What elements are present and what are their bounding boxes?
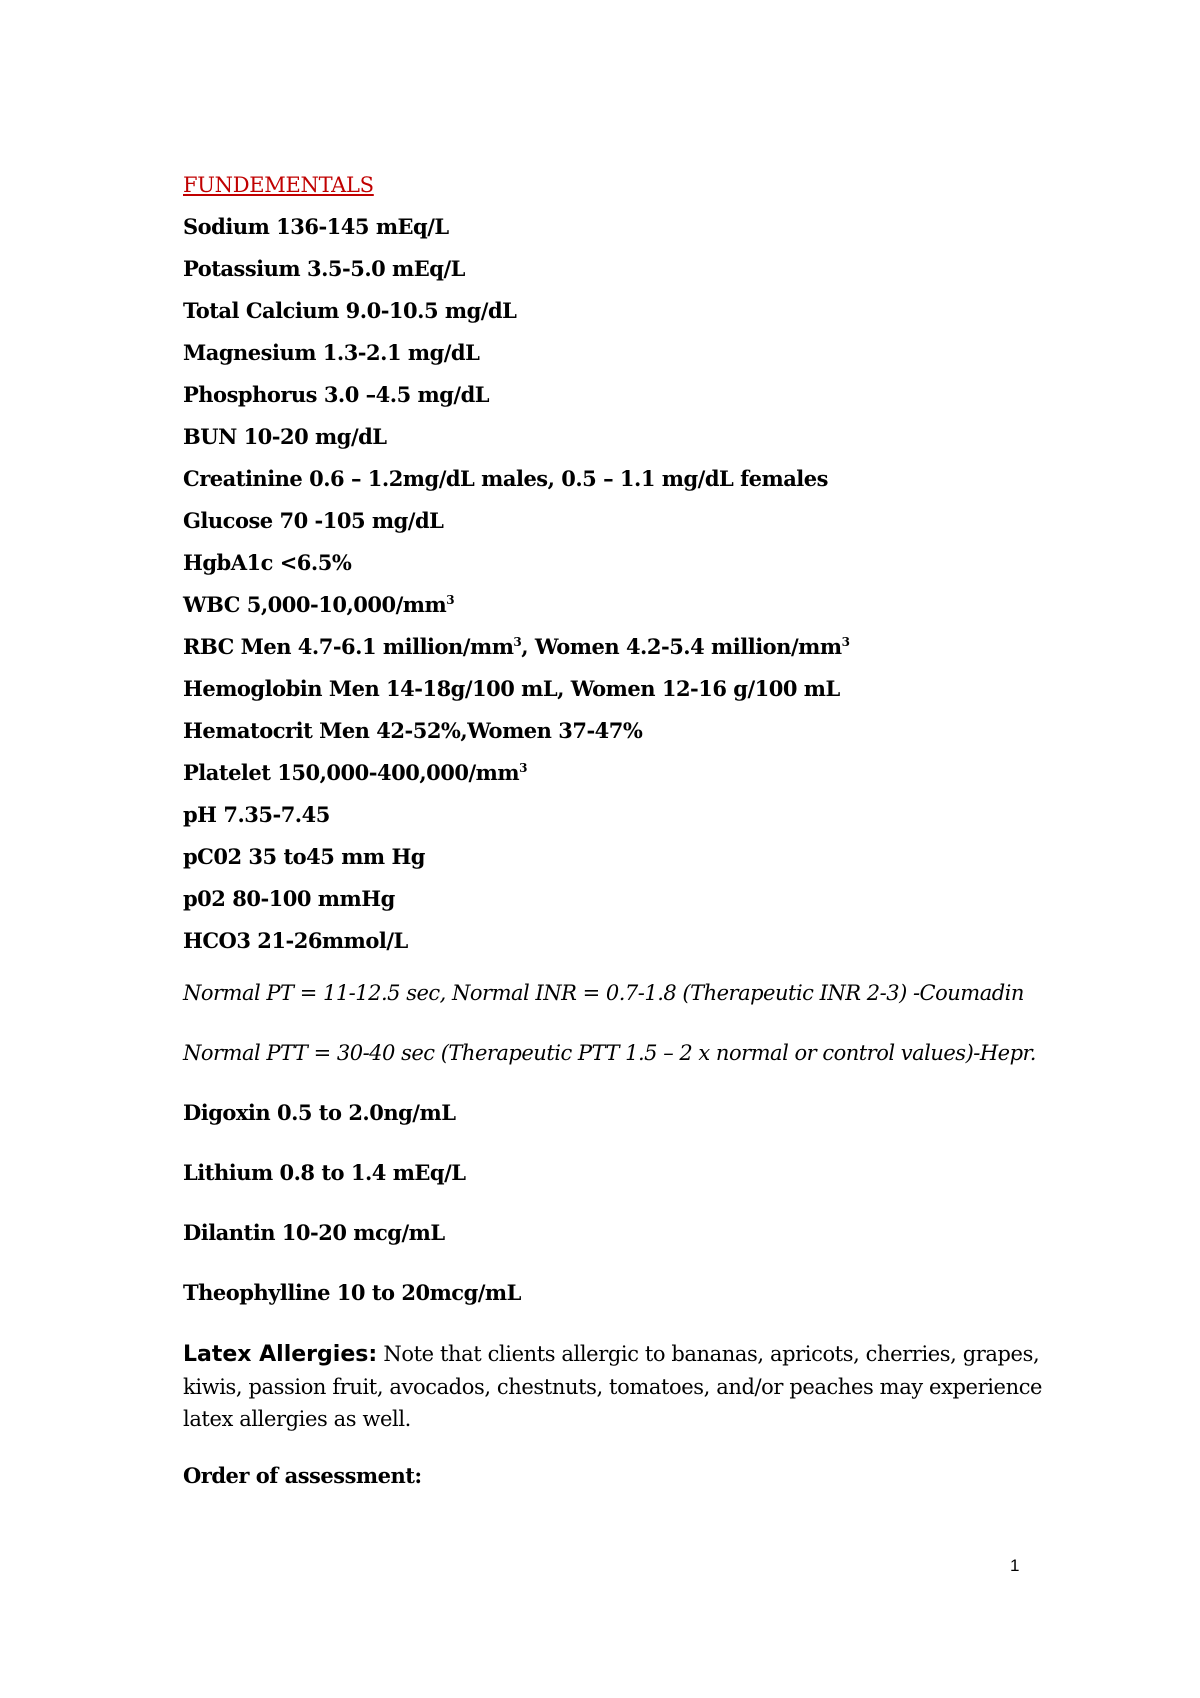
lab-value-hco3: HCO3 21-26mmol/L [183,928,408,953]
superscript-cubed: 3 [446,593,455,607]
latex-allergies-label: Latex Allergies: [183,1342,378,1367]
latex-allergies-paragraph [183,1338,1043,1435]
lab-value-ph: pH 7.35-7.45 [183,802,330,827]
lab-value-phosphorus: Phosphorus 3.0 –4.5 mg/dL [183,382,490,407]
superscript-cubed: 3 [841,635,850,649]
coagulation-block [183,978,1043,1098]
lab-value-po2: p02 80-100 mmHg [183,886,395,911]
drug-level-dilantin: Dilantin 10-20 mcg/mL [183,1220,445,1245]
lab-value-wbc: WBC $5,000-10,000/mm^3$ [183,592,455,617]
lab-value-magnesium: Magnesium 1.3-2.1 mg/dL [183,340,480,365]
ptt-line: Normal PTT = 30-40 sec (Therapeutic PTT 1.5 – 2 x normal or control values)-Hepr. [183,1041,1036,1065]
lab-value-hgba1c: HgbA1c <6.5% [183,550,352,575]
lab-values-list [183,212,1043,968]
latex-allergies-text: Note that clients allergic to bananas, apricots, cherries, grapes, kiwis, passion fruit, avocados, chestnuts, tomatoes, and/or peaches may experience latex allergies as well. [183,1342,1043,1431]
superscript-cubed: 3 [519,761,527,775]
lab-value-potassium: Potassium 3.5-5.0 mEq/L [183,256,465,281]
order-of-assessment-heading: Order of assessment: [183,1463,422,1488]
drug-level-theophylline: Theophylline 10 to 20mcg/mL [183,1280,521,1305]
page-content [183,170,1043,1491]
lab-value-total-calcium: Total Calcium 9.0-10.5 mg/dL [183,298,517,323]
lab-value-bun: BUN 10-20 mg/dL [183,424,387,449]
pt-inr-line: Normal PT = 11-12.5 sec, Normal INR = 0.7-1.8 (Therapeutic INR 2-3) -Coumadin [183,981,1024,1005]
lab-value-glucose: Glucose 70 -105 mg/dL [183,508,444,533]
lab-value-hematocrit: Hematocrit Men 42-52%,Women 37-47% [183,718,643,743]
drug-levels-list [183,1098,1043,1338]
lab-value-pco2: pC02 35 to45 mm Hg [183,844,425,869]
drug-level-digoxin: Digoxin 0.5 to 2.0ng/mL [183,1100,456,1125]
lab-value-creatinine: Creatinine 0.6 – 1.2mg/dL males, 0.5 – 1.1 mg/dL females [183,466,828,491]
lab-value-platelet: Platelet $150,000-400,000/mm^3$ [183,760,527,785]
page-number: 1 [1010,1556,1020,1575]
lab-value-sodium: Sodium 136-145 mEq/L [183,214,449,239]
lab-value-rbc: RBC Men 4.7-6.1 million/$mm^3$, Women 4.2-5.4 million/$mm^3$ [183,634,850,659]
section-heading: FUNDEMENTALS [183,173,374,197]
drug-level-lithium: Lithium 0.8 to 1.4 mEq/L [183,1160,466,1185]
superscript-cubed: 3 [513,635,522,649]
lab-value-hemoglobin: Hemoglobin Men 14-18g/100 mL, Women 12-16 g/100 mL [183,676,840,701]
